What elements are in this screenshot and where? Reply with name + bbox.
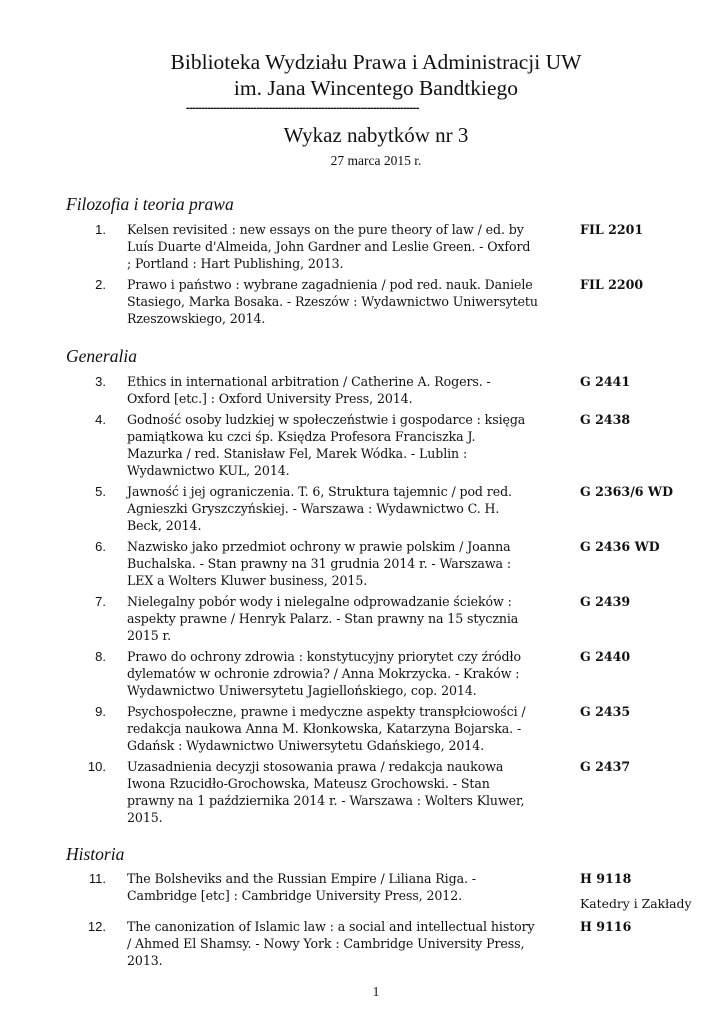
entry-line: Iwona Rzucidło-Grochowska, Mateusz Grochowski. - Stan <box>127 776 490 791</box>
entry-line: Cambridge [etc] : Cambridge University Press, 2012. <box>127 888 463 903</box>
entry-description <box>127 276 555 327</box>
entry-line: Beck, 2014. <box>127 518 202 533</box>
entry-line: Nazwisko jako przedmiot ochrony w prawie polskim / Joanna <box>127 539 511 554</box>
entry-line: 2013. <box>127 953 163 968</box>
entry-line: Prawo i państwo : wybrane zagadnienia / pod red. nauk. Daniele <box>127 277 533 292</box>
entry-line: LEX a Wolters Kluwer business, 2015. <box>127 573 368 588</box>
entry-number: 8. <box>95 649 106 664</box>
call-number: G 2436 WD <box>580 539 660 554</box>
entry-description <box>127 593 555 644</box>
call-number: G 2437 <box>580 759 631 774</box>
call-number: G 2441 <box>580 374 631 389</box>
entry-number: 5. <box>95 484 106 499</box>
section-heading: Historia <box>66 844 125 864</box>
call-number: FIL 2200 <box>580 277 644 292</box>
entry-number: 12. <box>87 919 106 934</box>
page-number: 1 <box>372 984 380 999</box>
entry-line: prawny na 1 października 2014 r. - Warszawa : Wolters Kluwer, <box>127 793 525 808</box>
list-date: 27 marca 2015 r. <box>330 153 422 168</box>
entry-number: 4. <box>95 412 106 427</box>
entry-line: Kelsen revisited : new essays on the pure theory of law / ed. by <box>127 222 524 237</box>
entry-description <box>127 538 555 589</box>
library-title: Biblioteka Wydziału Prawa i Administracji UW <box>170 50 582 74</box>
entry-line: Ethics in international arbitration / Catherine A. Rogers. - <box>127 374 491 389</box>
entry-line: redakcja naukowa Anna M. Kłonkowska, Katarzyna Bojarska. - <box>127 721 522 736</box>
entry-line: Prawo do ochrony zdrowia : konstytucyjny priorytet czy źródło <box>127 649 521 664</box>
entry-line: Mazurka / red. Stanisław Fel, Marek Wódka. - Lublin : <box>127 446 468 461</box>
entry-line: aspekty prawne / Henryk Palarz. - Stan prawny na 15 stycznia <box>127 611 519 626</box>
entry-number: 10. <box>87 759 106 774</box>
call-number: H 9116 <box>580 919 632 934</box>
location-note: Katedry i Zakłady <box>580 896 692 911</box>
entry-line: ; Portland : Hart Publishing, 2013. <box>127 256 344 271</box>
library-subtitle: im. Jana Wincentego Bandtkiego <box>233 76 519 100</box>
entry-line: Uzasadnienia decyzji stosowania prawa / redakcja naukowa <box>127 759 504 774</box>
entry-description <box>127 918 555 969</box>
entry-line: Stasiego, Marka Bosaka. - Rzeszów : Wydawnictwo Uniwersytetu <box>127 294 538 309</box>
call-number: G 2439 <box>580 594 631 609</box>
entry-line: Gdańsk : Wydawnictwo Uniwersytetu Gdańskiego, 2014. <box>127 738 485 753</box>
entry-description <box>127 870 555 904</box>
entry-line: dylematów w ochronie zdrowia? / Anna Mokrzycka. - Kraków : <box>127 666 520 681</box>
entry-number: 9. <box>95 704 106 719</box>
entry-line: The canonization of Islamic law : a social and intellectual history <box>127 919 535 934</box>
entry-description <box>127 758 555 826</box>
section-heading: Generalia <box>66 346 137 366</box>
entry-line: Agnieszki Gryszczyńskiej. - Warszawa : Wydawnictwo C. H. <box>127 501 500 516</box>
entry-number: 1. <box>95 222 106 237</box>
acquisitions-list-title: Wykaz nabytków nr 3 <box>283 123 469 147</box>
entry-line: Wydawnictwo KUL, 2014. <box>127 463 290 478</box>
entry-line: Godność osoby ludzkiej w społeczeństwie i gospodarce : księga <box>127 412 526 427</box>
entry-line: 2015 r. <box>127 628 171 643</box>
entry-line: pamiątkowa ku czci śp. Księdza Profesora Franciszka J. <box>127 429 476 444</box>
call-number: G 2435 <box>580 704 631 719</box>
entry-line: Rzeszowskiego, 2014. <box>127 311 266 326</box>
entry-line: Jawność i jej ograniczenia. T. 6, Struktura tajemnic / pod red. <box>127 484 512 499</box>
entry-line: The Bolsheviks and the Russian Empire / Liliana Riga. - <box>127 871 476 886</box>
entry-number: 6. <box>95 539 106 554</box>
entry-description <box>127 221 555 272</box>
entry-line: Buchalska. - Stan prawny na 31 grudnia 2014 r. - Warszawa : <box>127 556 511 571</box>
entry-number: 7. <box>95 594 106 609</box>
section-heading: Filozofia i teoria prawa <box>66 194 234 214</box>
entry-line: Wydawnictwo Uniwersytetu Jagiellońskiego, cop. 2014. <box>127 683 477 698</box>
entry-number: 2. <box>95 277 106 292</box>
entry-line: 2015. <box>127 810 163 825</box>
entry-description <box>127 373 555 407</box>
entry-description <box>127 483 555 534</box>
entry-number: 3. <box>95 374 106 389</box>
entry-number: 11. <box>88 871 106 886</box>
call-number: H 9118 <box>580 871 632 886</box>
entry-line: / Ahmed El Shamsy. - Nowy York : Cambridge University Press, <box>127 936 525 951</box>
entry-description <box>127 411 555 479</box>
entry-description <box>127 648 555 699</box>
call-number: G 2438 <box>580 412 631 427</box>
entry-description <box>127 703 555 754</box>
entry-line: Psychospołeczne, prawne i medyczne aspekty transpłciowości / <box>127 704 526 719</box>
entry-line: Nielegalny pobór wody i nielegalne odprowadzanie ścieków : <box>127 594 512 609</box>
entry-line: Oxford [etc.] : Oxford University Press, 2014. <box>127 391 413 406</box>
call-number: FIL 2201 <box>580 222 644 237</box>
separator-line: ---------------------------------------------------------------------------- <box>186 102 419 114</box>
entry-line: Luís Duarte d'Almeida, John Gardner and Leslie Green. - Oxford <box>127 239 531 254</box>
call-number: G 2440 <box>580 649 631 664</box>
call-number: G 2363/6 WD <box>580 484 674 499</box>
